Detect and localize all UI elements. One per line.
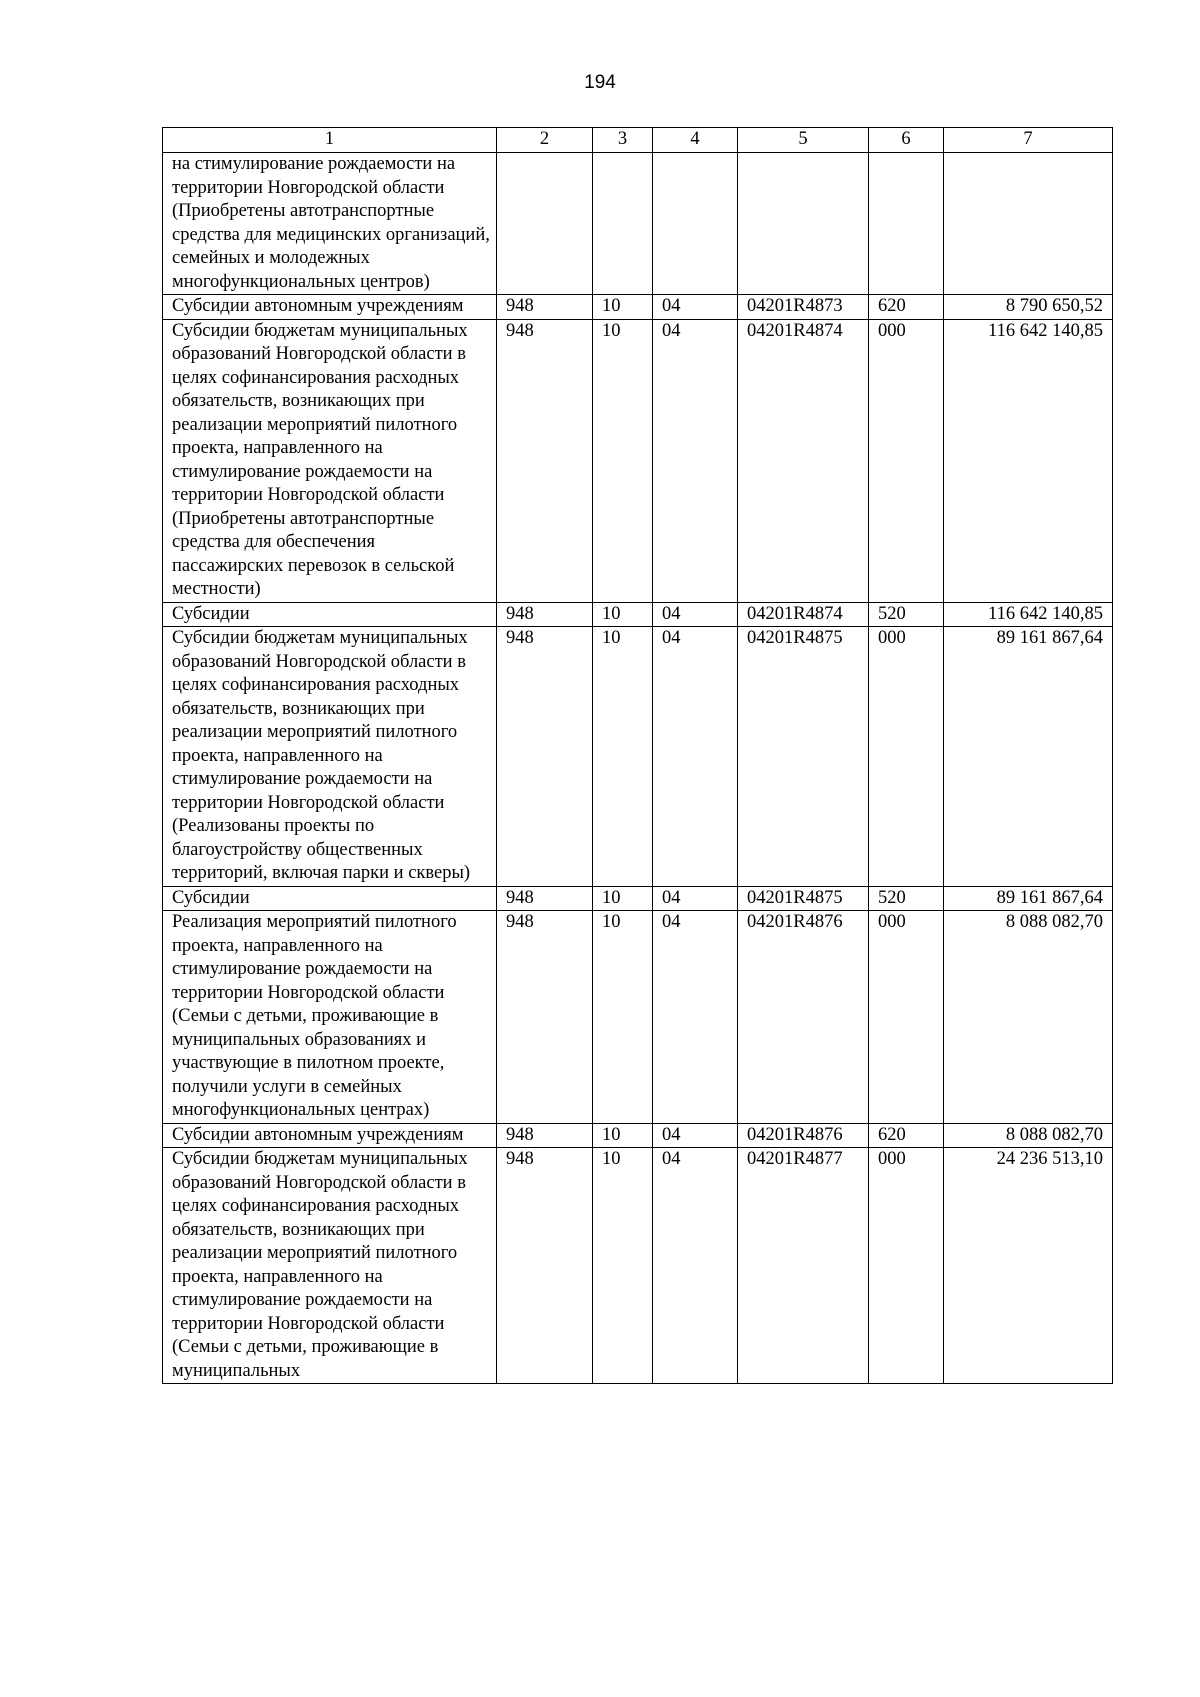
target-article-cell: 04201R4876: [738, 1123, 869, 1148]
expense-type-cell: 000: [869, 911, 944, 1124]
column-header-2: 2: [497, 128, 593, 153]
table-row: [163, 627, 1113, 887]
subsection-cell: [653, 153, 738, 295]
chapter-cell: 948: [497, 319, 593, 602]
target-article-cell: 04201R4876: [738, 911, 869, 1124]
column-header-1: 1: [163, 128, 497, 153]
chapter-cell: 948: [497, 1148, 593, 1384]
expense-type-cell: 620: [869, 1123, 944, 1148]
target-article-cell: 04201R4873: [738, 295, 869, 320]
chapter-cell: 948: [497, 602, 593, 627]
expense-type-cell: 520: [869, 886, 944, 911]
target-article-cell: 04201R4875: [738, 627, 869, 887]
section-cell: 10: [593, 1123, 653, 1148]
target-article-cell: [738, 153, 869, 295]
table-row: [163, 886, 1113, 911]
subsection-cell: 04: [653, 1123, 738, 1148]
amount-cell: 89 161 867,64: [944, 886, 1113, 911]
amount-cell: 8 088 082,70: [944, 1123, 1113, 1148]
table-row: [163, 602, 1113, 627]
section-cell: 10: [593, 911, 653, 1124]
row-name-cell: Субсидии бюджетам муниципальных образований Новгородской области в целях софинансирования расходных обязательств, возникающих при реализации мероприятий пилотного проекта, направленного на стимулирование рождаемости на территории Новгородской области (Реализованы проекты по благоустройству общественных территорий, включая парки и скверы): [163, 627, 497, 887]
section-cell: 10: [593, 1148, 653, 1384]
table-row: [163, 295, 1113, 320]
row-name-cell: Реализация мероприятий пилотного проекта, направленного на стимулирование рождаемости на территории Новгородской области (Семьи с детьми, проживающие в муниципальных образованиях и участвующие в пилотном проекте, получили услуги в семейных многофункциональных центрах): [163, 911, 497, 1124]
chapter-cell: [497, 153, 593, 295]
table-row: [163, 319, 1113, 602]
row-name-cell: на стимулирование рождаемости на территории Новгородской области (Приобретены автотранспортные средства для медицинских организаций, семейных и молодежных многофункциональных центров): [163, 153, 497, 295]
subsection-cell: 04: [653, 319, 738, 602]
section-cell: 10: [593, 627, 653, 887]
expense-type-cell: 000: [869, 319, 944, 602]
section-cell: 10: [593, 886, 653, 911]
row-name-cell: Субсидии бюджетам муниципальных образований Новгородской области в целях софинансирования расходных обязательств, возникающих при реализации мероприятий пилотного проекта, направленного на стимулирование рождаемости на территории Новгородской области (Приобретены автотранспортные средства для обеспечения пассажирских перевозок в сельской местности): [163, 319, 497, 602]
row-name-cell: Субсидии: [163, 602, 497, 627]
section-cell: 10: [593, 295, 653, 320]
amount-cell: 116 642 140,85: [944, 319, 1113, 602]
section-cell: 10: [593, 602, 653, 627]
subsection-cell: 04: [653, 1148, 738, 1384]
expense-type-cell: 000: [869, 1148, 944, 1384]
page-number: 194: [584, 72, 616, 93]
expense-type-cell: 520: [869, 602, 944, 627]
row-name-cell: Субсидии автономным учреждениям: [163, 1123, 497, 1148]
expense-type-cell: [869, 153, 944, 295]
expense-type-cell: 000: [869, 627, 944, 887]
row-name-cell: Субсидии автономным учреждениям: [163, 295, 497, 320]
target-article-cell: 04201R4875: [738, 886, 869, 911]
chapter-cell: 948: [497, 886, 593, 911]
column-header-7: 7: [944, 128, 1113, 153]
table-row: [163, 911, 1113, 1124]
chapter-cell: 948: [497, 295, 593, 320]
amount-cell: 8 088 082,70: [944, 911, 1113, 1124]
amount-cell: 116 642 140,85: [944, 602, 1113, 627]
subsection-cell: 04: [653, 886, 738, 911]
target-article-cell: 04201R4877: [738, 1148, 869, 1384]
budget-table: [162, 127, 1113, 1384]
amount-cell: 8 790 650,52: [944, 295, 1113, 320]
amount-cell: [944, 153, 1113, 295]
section-cell: 10: [593, 319, 653, 602]
chapter-cell: 948: [497, 627, 593, 887]
chapter-cell: 948: [497, 911, 593, 1124]
table-row: [163, 1123, 1113, 1148]
subsection-cell: 04: [653, 627, 738, 887]
table-row: [163, 1148, 1113, 1384]
column-header-6: 6: [869, 128, 944, 153]
subsection-cell: 04: [653, 602, 738, 627]
column-header-5: 5: [738, 128, 869, 153]
column-header-4: 4: [653, 128, 738, 153]
subsection-cell: 04: [653, 295, 738, 320]
row-name-cell: Субсидии: [163, 886, 497, 911]
amount-cell: 89 161 867,64: [944, 627, 1113, 887]
table-header-row: [163, 128, 1113, 153]
chapter-cell: 948: [497, 1123, 593, 1148]
table-row: [163, 153, 1113, 295]
row-name-cell: Субсидии бюджетам муниципальных образований Новгородской области в целях софинансирования расходных обязательств, возникающих при реализации мероприятий пилотного проекта, направленного на стимулирование рождаемости на территории Новгородской области (Семьи с детьми, проживающие в муниципальных: [163, 1148, 497, 1384]
column-header-3: 3: [593, 128, 653, 153]
expense-type-cell: 620: [869, 295, 944, 320]
target-article-cell: 04201R4874: [738, 319, 869, 602]
section-cell: [593, 153, 653, 295]
target-article-cell: 04201R4874: [738, 602, 869, 627]
subsection-cell: 04: [653, 911, 738, 1124]
amount-cell: 24 236 513,10: [944, 1148, 1113, 1384]
